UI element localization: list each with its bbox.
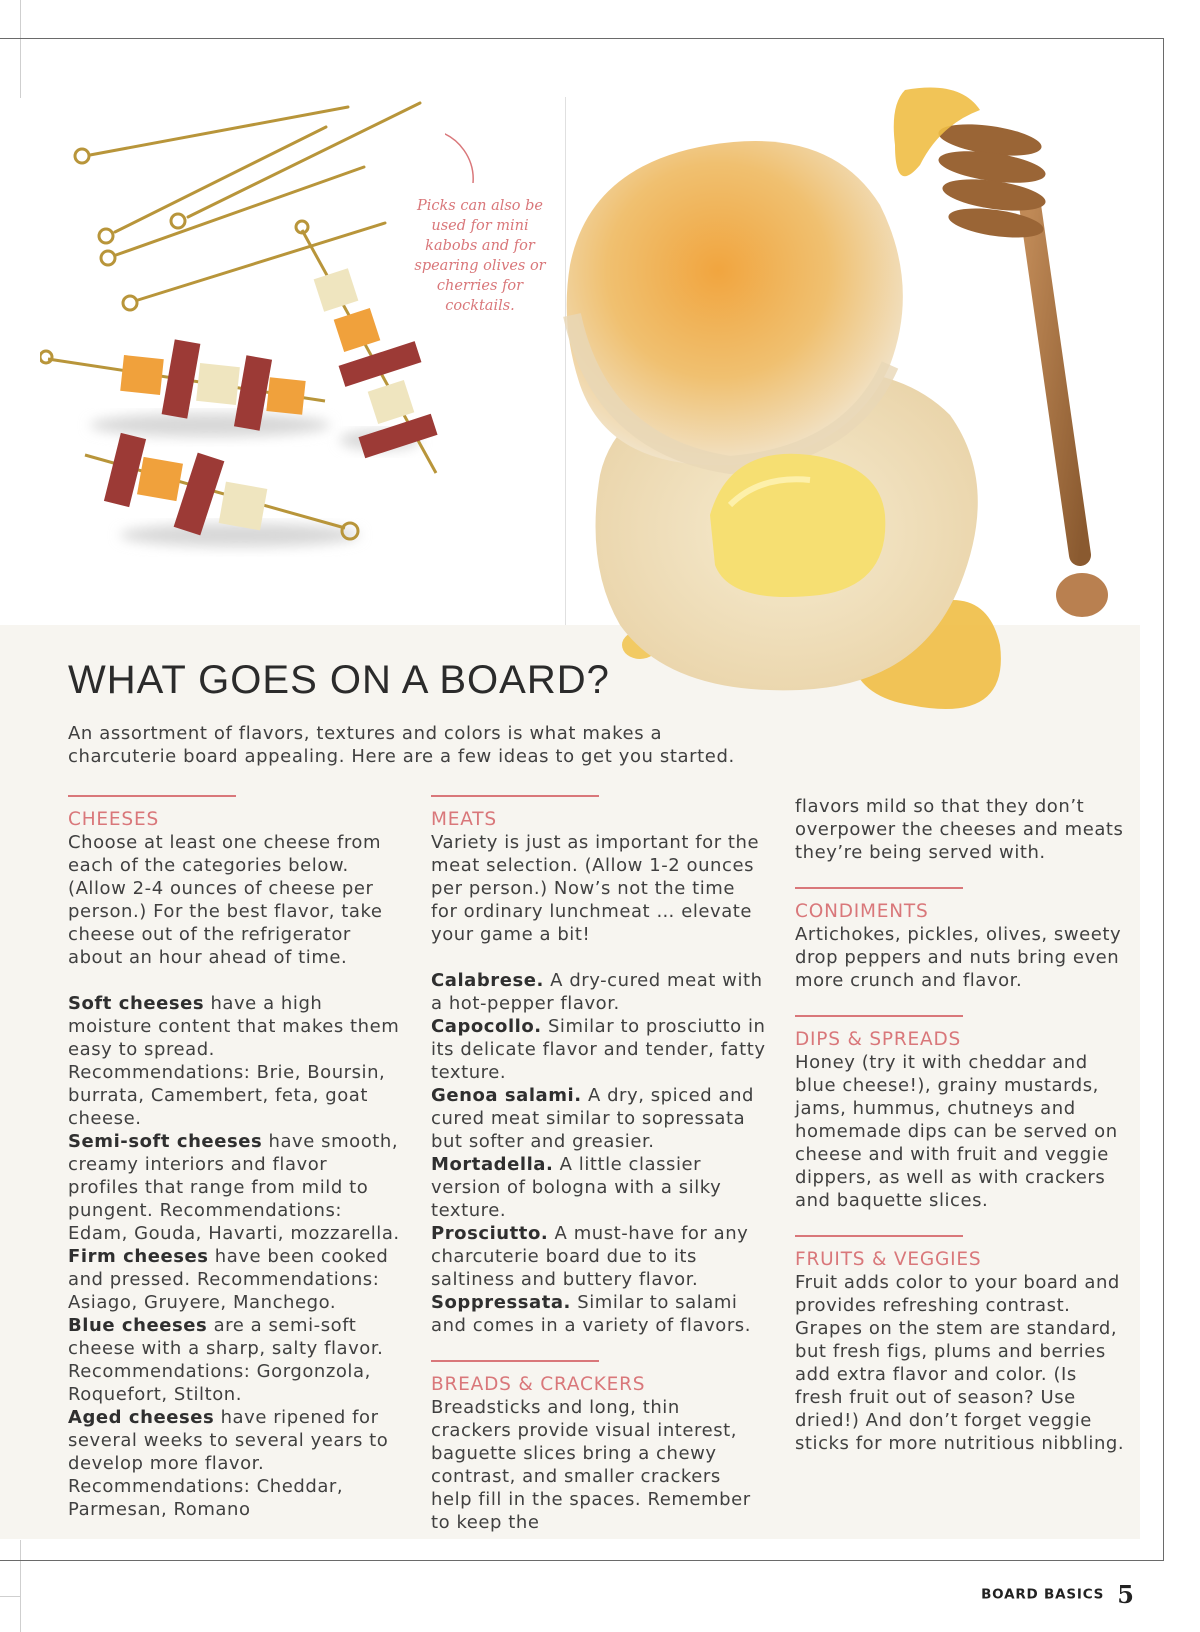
- intro-paragraph: An assortment of flavors, textures and colors is what makes a charcuterie board appealing. Here are a few ideas to get you started.: [68, 723, 735, 767]
- cheese-term: Soft cheeses: [68, 993, 205, 1014]
- cheeses-intro: Choose at least one cheese from each of the categories below. (Allow 2-4 ounces of cheese per person.) For the best flavor, take cheese out of the refrigerator about an hour ahead of time.: [68, 832, 383, 968]
- cheese-desc: are a semi-soft cheese with a sharp, salty flavor. Recommendations: Gorgonzola, Roquefort, Stilton.: [68, 1315, 384, 1405]
- condiments-text: Artichokes, pickles, olives, sweety drop peppers and nuts bring even more crunch and flavor.: [795, 924, 1122, 991]
- cocktail-picks-image: [40, 95, 490, 590]
- page-number: 5: [1117, 1580, 1134, 1609]
- meat-term: Calabrese.: [431, 970, 544, 991]
- meat-desc: A little classier version of bologna with a silky texture.: [431, 1154, 722, 1221]
- column-extras: [795, 795, 1130, 1455]
- meat-item-capocollo: [431, 1015, 766, 1084]
- cheese-item-blue: [68, 1314, 403, 1406]
- meat-term: Capocollo.: [431, 1016, 542, 1037]
- cheese-term: Semi-soft cheeses: [68, 1131, 263, 1152]
- meat-desc: A dry, spiced and cured meat similar to sopressata but softer and greasier.: [431, 1085, 755, 1152]
- breads-text: Breadsticks and long, thin crackers provide visual interest, baguette slices bring a chewy contrast, and smaller crackers help fill in the spaces. Remember to keep the: [431, 1397, 751, 1533]
- section-heading-dips: DIPS & SPREADS: [795, 1029, 962, 1050]
- crop-mark: [0, 1596, 20, 1597]
- meat-term: Genoa salami.: [431, 1085, 582, 1106]
- section-heading-condiments: CONDIMENTS: [795, 901, 929, 922]
- section-rule: [795, 887, 963, 889]
- meat-item-calabrese: [431, 969, 766, 1015]
- page-footer: [981, 1580, 1134, 1609]
- section-rule: [795, 1235, 963, 1237]
- photo-caption-note: Picks can also be used for mini kabobs and for spearing olives or cherries for cocktails.: [414, 198, 546, 314]
- section-rule: [431, 1360, 599, 1362]
- section-heading-meats: MEATS: [431, 809, 497, 830]
- fruits-text: Fruit adds color to your board and provides refreshing contrast. Grapes on the stem are standard, but fresh figs, plums and berries add extra flavor and color. (Is fresh fruit out of season? Use dried!) And don’t forget veggie sticks for more nutritious nibbling.: [795, 1272, 1125, 1454]
- cheese-item-semi-soft: [68, 1130, 403, 1245]
- page-title: WHAT GOES ON A BOARD?: [68, 658, 610, 702]
- biscuit-with-butter-and-honey-image: [560, 85, 1170, 745]
- meat-term: Prosciutto.: [431, 1223, 549, 1244]
- cheese-desc: have smooth, creamy interiors and flavor profiles that range from mild to pungent. Recommendations: Edam, Gouda, Havarti, mozzarella.: [68, 1131, 400, 1244]
- cheese-desc: have been cooked and pressed. Recommendations: Asiago, Gruyere, Manchego.: [68, 1246, 389, 1313]
- cheese-term: Firm cheeses: [68, 1246, 209, 1267]
- footer-section-name: BOARD BASICS: [981, 1586, 1105, 1603]
- meat-desc: A must-have for any charcuterie board due to its saltiness and buttery flavor.: [431, 1223, 749, 1290]
- note-arrow-icon: [445, 125, 505, 195]
- meat-desc: Similar to prosciutto in its delicate flavor and tender, fatty texture.: [431, 1016, 766, 1083]
- section-heading-cheeses: CHEESES: [68, 809, 159, 830]
- cheese-term: Blue cheeses: [68, 1315, 208, 1336]
- dips-text: Honey (try it with cheddar and blue cheese!), grainy mustards, jams, hummus, chutneys and homemade dips can be served on cheese and with fruit and veggie dippers, as well as with crackers and baquette slices.: [795, 1052, 1118, 1211]
- section-rule: [68, 795, 236, 797]
- column-meats: [431, 795, 766, 1534]
- meat-term: Soppressata.: [431, 1292, 571, 1313]
- cheese-term: Aged cheeses: [68, 1407, 215, 1428]
- section-heading-breads: BREADS & CRACKERS: [431, 1374, 646, 1395]
- meat-term: Mortadella.: [431, 1154, 554, 1175]
- cheese-item-aged: [68, 1406, 403, 1521]
- column-cheeses: [68, 795, 403, 1521]
- breads-text-continued: flavors mild so that they don’t overpower the cheeses and meats they’re being served with.: [795, 796, 1124, 863]
- meat-desc: Similar to salami and comes in a variety of flavors.: [431, 1292, 751, 1336]
- meat-item-prosciutto: [431, 1222, 766, 1291]
- meat-item-genoa-salami: [431, 1084, 766, 1153]
- cheese-item-firm: [68, 1245, 403, 1314]
- cheese-desc: have ripened for several weeks to several years to develop more flavor. Recommendations: Cheddar, Parmesan, Romano: [68, 1407, 389, 1520]
- meat-desc: A dry-cured meat with a hot-pepper flavor.: [431, 970, 763, 1014]
- section-rule: [431, 795, 599, 797]
- meat-item-mortadella: [431, 1153, 766, 1222]
- meat-item-soppressata: [431, 1291, 766, 1337]
- cheese-item-soft: [68, 992, 403, 1130]
- section-heading-fruits: FRUITS & VEGGIES: [795, 1249, 982, 1270]
- meats-intro: Variety is just as important for the meat selection. (Allow 1-2 ounces per person.) Now’s not the time for ordinary lunchmeat … elevate your game a bit!: [431, 832, 760, 945]
- cheese-desc: have a high moisture content that makes them easy to spread. Recommendations: Brie, Boursin, burrata, Camembert, feta, goat cheese.: [68, 993, 400, 1129]
- section-rule: [795, 1015, 963, 1017]
